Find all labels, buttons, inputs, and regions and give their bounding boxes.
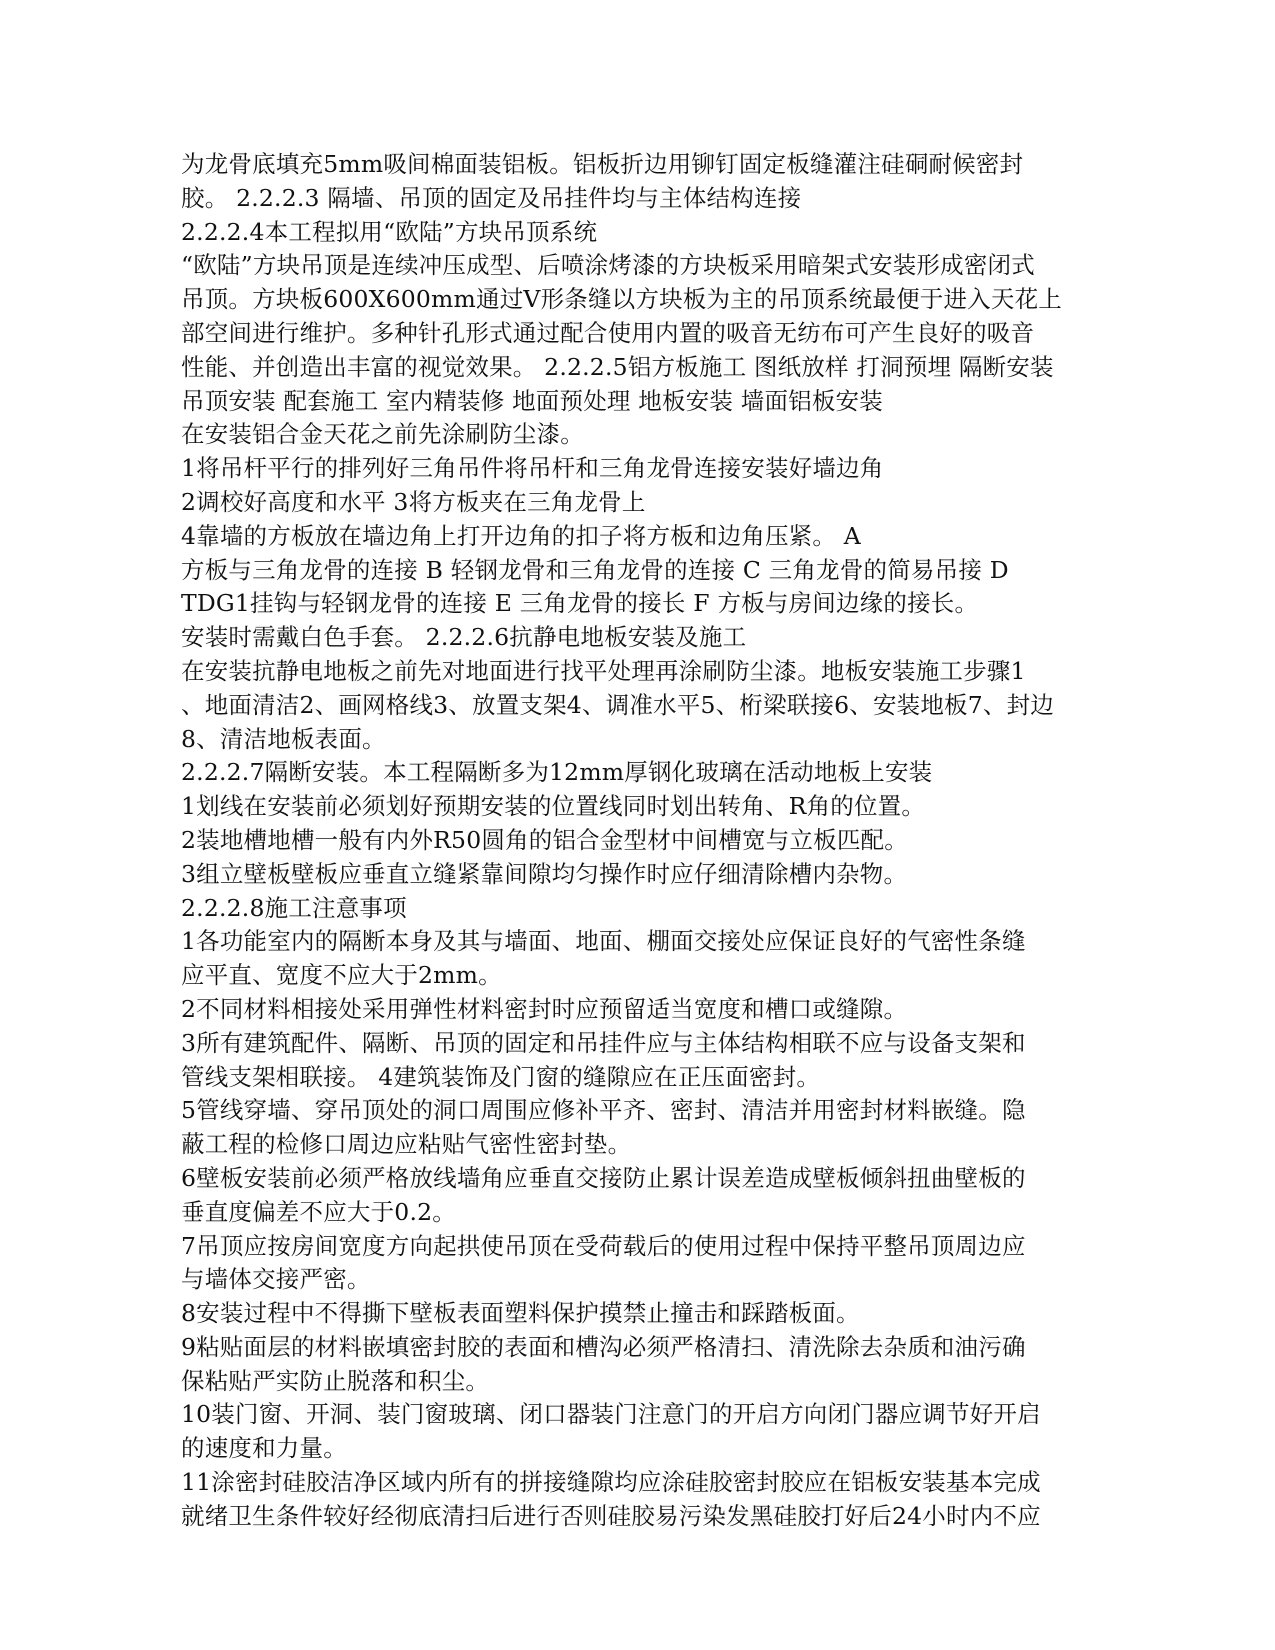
text-line: 管线支架相联接。 4建筑装饰及门窗的缝隙应在正压面密封。 — [181, 1062, 821, 1091]
section-heading: 2.2.2.8施工注意事项 — [181, 893, 407, 922]
list-item: 6壁板安装前必须严格放线墙角应垂直交接防止累计误差造成壁板倾斜扭曲壁板的 — [181, 1163, 1026, 1192]
text-line: 垂直度偏差不应大于0.2。 — [181, 1197, 456, 1226]
list-item: 1将吊杆平行的排列好三角吊件将吊杆和三角龙骨连接安装好墙边角 — [181, 454, 884, 483]
text-line: 保粘贴严实防止脱落和积尘。 — [181, 1366, 490, 1395]
list-item: 2不同材料相接处采用弹性材料密封时应预留适当宽度和槽口或缝隙。 — [181, 994, 908, 1023]
text-line: 安装时需戴白色手套。 2.2.2.6抗静电地板安装及施工 — [181, 623, 747, 652]
list-item: 7吊顶应按房间宽度方向起拱使吊顶在受荷载后的使用过程中保持平整吊顶周边应 — [181, 1231, 1026, 1260]
list-item: 2装地槽地槽一般有内外R50圆角的铝合金型材中间槽宽与立板匹配。 — [181, 825, 908, 854]
list-item: 1各功能室内的隔断本身及其与墙面、地面、棚面交接处应保证良好的气密性条缝 — [181, 927, 1026, 956]
section-heading: 2.2.2.7隔断安装。本工程隔断多为12mm厚钢化玻璃在活动地板上安装 — [181, 758, 933, 787]
text-line: 与墙体交接严密。 — [181, 1265, 371, 1294]
text-line: 吊顶。方块板600X600mm通过V形条缝以方块板为主的吊顶系统最便于进入天花上 — [181, 285, 1062, 314]
text-line: 蔽工程的检修口周边应粘贴气密性密封垫。 — [181, 1130, 632, 1159]
text-line: 应平直、宽度不应大于2mm。 — [181, 961, 502, 990]
text-line: 在安装铝合金天花之前先涂刷防尘漆。 — [181, 420, 584, 449]
list-item: 3所有建筑配件、隔断、吊顶的固定和吊挂件应与主体结构相联不应与设备支架和 — [181, 1028, 1026, 1057]
text-line: 为龙骨底填充5mm吸间棉面装铝板。铝板折边用铆钉固定板缝灌注硅硐耐候密封 — [181, 150, 1024, 178]
list-item: 11涂密封硅胶洁净区域内所有的拼接缝隙均应涂硅胶密封胶应在铝板安装基本完成 — [181, 1468, 1041, 1497]
text-line: 8、清洁地板表面。 — [181, 724, 386, 753]
list-item: 5管线穿墙、穿吊顶处的洞口周围应修补平齐、密封、清洁并用密封材料嵌缝。隐 — [181, 1096, 1026, 1125]
list-item: 10装门窗、开洞、装门窗玻璃、闭口器装门注意门的开启方向闭门器应调节好开启 — [181, 1400, 1041, 1429]
section-heading: 2.2.2.4本工程拟用“欧陆”方块吊顶系统 — [181, 217, 598, 246]
text-line: 在安装抗静电地板之前先对地面进行找平处理再涂刷防尘漆。地板安装施工步骤1 — [181, 656, 1026, 685]
text-line: 的速度和力量。 — [181, 1434, 347, 1463]
text-line: 性能、并创造出丰富的视觉效果。 2.2.2.5铝方板施工 图纸放样 打洞预埋 隔断安装 — [181, 352, 1054, 381]
list-item: 2调校好高度和水平 3将方板夹在三角龙骨上 — [181, 487, 646, 516]
document-body — [181, 148, 1061, 1534]
text-line: “欧陆”方块吊顶是连续冲压成型、后喷涂烤漆的方块板采用暗架式安装形成密闭式 — [181, 251, 1035, 280]
text-line: 吊顶安装 配套施工 室内精装修 地面预处理 地板安装 墙面铝板安装 — [181, 386, 883, 415]
text-line: 胶。 2.2.2.3 隔墙、吊顶的固定及吊挂件均与主体结构连接 — [181, 183, 802, 212]
text-line: 部空间进行维护。多种针孔形式通过配合使用内置的吸音无纺布可产生良好的吸音 — [181, 318, 1035, 347]
list-item: 1划线在安装前必须划好预期安装的位置线同时划出转角、R角的位置。 — [181, 792, 926, 821]
list-item: 3组立壁板壁板应垂直立缝紧靠间隙均匀操作时应仔细清除槽内杂物。 — [181, 859, 908, 888]
text-line: 方板与三角龙骨的连接 B 轻钢龙骨和三角龙骨的连接 C 三角龙骨的简易吊接 D — [181, 555, 1009, 584]
text-line: TDG1挂钩与轻钢龙骨的连接 E 三角龙骨的接长 F 方板与房间边缘的接长。 — [181, 589, 979, 618]
text-line: 、地面清洁2、画网格线3、放置支架4、调准水平5、桁梁联接6、安装地板7、封边 — [181, 690, 1055, 719]
list-item: 4靠墙的方板放在墙边角上打开边角的扣子将方板和边角压紧。 A — [181, 521, 861, 550]
text-line: 就绪卫生条件较好经彻底清扫后进行否则硅胶易污染发黑硅胶打好后24小时内不应 — [181, 1501, 1041, 1530]
list-item: 8安装过程中不得撕下壁板表面塑料保护摸禁止撞击和踩踏板面。 — [181, 1299, 860, 1328]
list-item: 9粘贴面层的材料嵌填密封胶的表面和槽沟必须严格清扫、清洗除去杂质和油污确 — [181, 1332, 1026, 1361]
